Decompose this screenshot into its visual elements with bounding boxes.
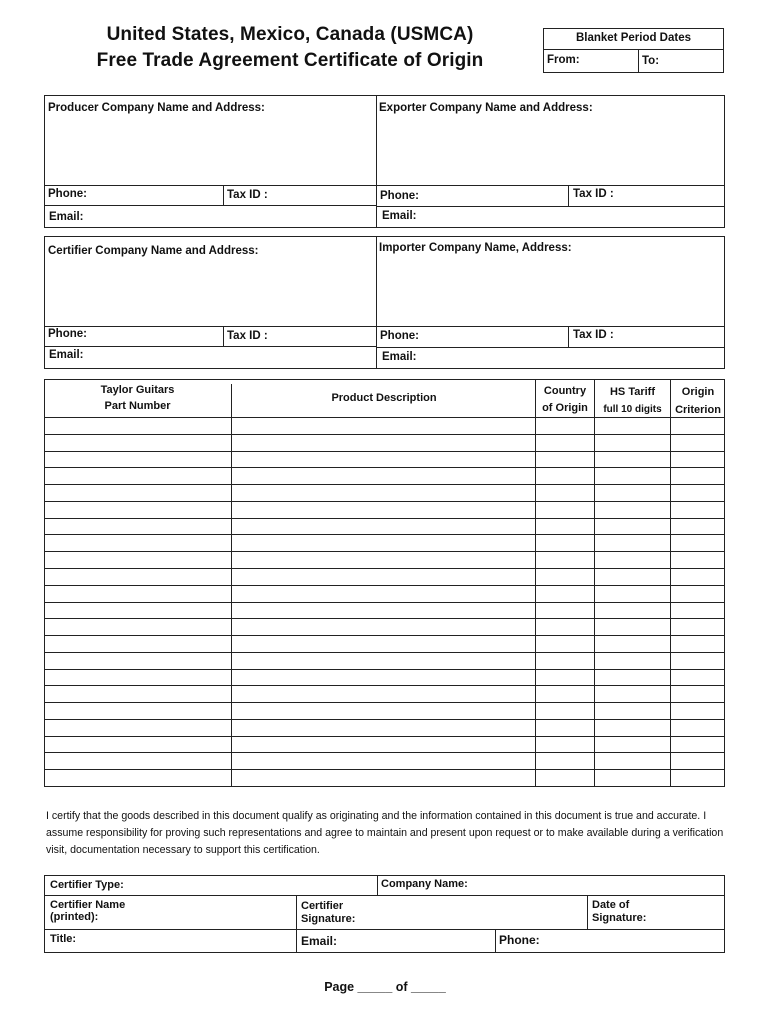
origin-criterion-cell[interactable] xyxy=(671,569,724,585)
origin-criterion-cell[interactable] xyxy=(671,686,724,702)
certifier-signature-field[interactable] xyxy=(297,896,586,929)
signature-phone-field[interactable] xyxy=(496,930,724,952)
country-cell[interactable] xyxy=(536,452,594,468)
signature-date-line2: Signature: xyxy=(592,912,647,924)
hs-tariff-cell[interactable] xyxy=(595,670,670,686)
importer-taxid-label: Tax ID : xyxy=(573,329,614,341)
importer-phone-label: Phone: xyxy=(380,330,419,342)
origin-criterion-cell[interactable] xyxy=(671,452,724,468)
description-cell[interactable] xyxy=(232,452,535,468)
page-number-footer: Page _____ of _____ xyxy=(324,980,446,994)
description-cell[interactable] xyxy=(232,418,535,434)
certification-statement: I certify that the goods described in this document qualify as originating and the information contained in this document is true and accurate. I assume responsibility for proving such representations and agree to maintain and present upon request or to make available during a verification visit, documentation necessary to support this certification. xyxy=(46,810,724,856)
part-number-cell[interactable] xyxy=(45,686,231,702)
certifier-signature-line1: Certifier xyxy=(301,900,344,912)
hs-tariff-cell[interactable] xyxy=(595,535,670,551)
producer-email-label: Email: xyxy=(49,211,84,223)
exporter-email-label: Email: xyxy=(382,210,417,222)
origin-criterion-cell[interactable] xyxy=(671,720,724,736)
blanket-period-header: Blanket Period Dates xyxy=(575,32,692,44)
hs-tariff-cell[interactable] xyxy=(595,636,670,652)
part-number-cell[interactable] xyxy=(45,737,231,753)
part-number-cell[interactable] xyxy=(45,452,231,468)
certifier-taxid-label: Tax ID : xyxy=(227,330,268,342)
importer-title: Importer Company Name, Address: xyxy=(379,242,572,254)
col-header-country xyxy=(536,383,594,417)
description-cell[interactable] xyxy=(232,636,535,652)
certifier-name-line1: Certifier Name xyxy=(50,899,126,911)
description-cell[interactable] xyxy=(232,737,535,753)
col-header-country-line1: Country xyxy=(543,385,587,397)
description-cell[interactable] xyxy=(232,485,535,501)
blanket-from-field[interactable] xyxy=(544,50,637,72)
country-cell[interactable] xyxy=(536,435,594,451)
country-cell[interactable] xyxy=(536,703,594,719)
exporter-title: Exporter Company Name and Address: xyxy=(379,102,593,114)
description-cell[interactable] xyxy=(232,770,535,786)
description-cell[interactable] xyxy=(232,686,535,702)
origin-criterion-cell[interactable] xyxy=(671,485,724,501)
country-cell[interactable] xyxy=(536,636,594,652)
form-title-line2: Free Trade Agreement Certificate of Origin xyxy=(96,50,484,71)
certifier-name-line2: (printed): xyxy=(50,911,99,923)
part-number-cell[interactable] xyxy=(45,468,231,484)
importer-address-field[interactable] xyxy=(377,237,725,325)
producer-exporter-block xyxy=(44,95,725,228)
product-table xyxy=(44,379,725,787)
description-cell[interactable] xyxy=(232,435,535,451)
origin-criterion-cell[interactable] xyxy=(671,552,724,568)
country-cell[interactable] xyxy=(536,468,594,484)
origin-criterion-cell[interactable] xyxy=(671,753,724,769)
certifier-email-field[interactable] xyxy=(45,347,375,368)
country-cell[interactable] xyxy=(536,502,594,518)
country-cell[interactable] xyxy=(536,686,594,702)
part-number-cell[interactable] xyxy=(45,418,231,434)
country-cell[interactable] xyxy=(536,519,594,535)
hs-tariff-cell[interactable] xyxy=(595,586,670,602)
origin-criterion-cell[interactable] xyxy=(671,586,724,602)
origin-criterion-cell[interactable] xyxy=(671,737,724,753)
country-cell[interactable] xyxy=(536,670,594,686)
origin-criterion-cell[interactable] xyxy=(671,502,724,518)
part-number-cell[interactable] xyxy=(45,552,231,568)
part-number-cell[interactable] xyxy=(45,703,231,719)
description-cell[interactable] xyxy=(232,468,535,484)
form-title-line1: United States, Mexico, Canada (USMCA) xyxy=(106,24,474,45)
part-number-cell[interactable] xyxy=(45,502,231,518)
origin-criterion-cell[interactable] xyxy=(671,468,724,484)
col-header-description xyxy=(232,390,536,406)
part-number-cell[interactable] xyxy=(45,653,231,669)
description-cell[interactable] xyxy=(232,569,535,585)
exporter-address-field[interactable] xyxy=(377,96,725,184)
hs-tariff-cell[interactable] xyxy=(595,552,670,568)
description-cell[interactable] xyxy=(232,502,535,518)
certifier-signature-label xyxy=(301,900,355,926)
certifier-phone-field[interactable] xyxy=(45,327,222,346)
exporter-phone-field[interactable] xyxy=(377,186,567,206)
title-field[interactable] xyxy=(45,930,295,952)
signature-date-field[interactable] xyxy=(588,896,724,929)
col-header-hs-line1: HS Tariff xyxy=(609,386,656,398)
producer-title: Producer Company Name and Address: xyxy=(48,102,265,114)
hs-tariff-cell[interactable] xyxy=(595,452,670,468)
company-name-label: Company Name: xyxy=(381,878,468,890)
certifier-type-label: Certifier Type: xyxy=(50,879,124,891)
origin-criterion-cell[interactable] xyxy=(671,603,724,619)
hs-tariff-cell[interactable] xyxy=(595,603,670,619)
signature-email-label: Email: xyxy=(301,934,338,948)
producer-phone-label: Phone: xyxy=(48,188,87,200)
description-cell[interactable] xyxy=(232,753,535,769)
col-header-part-line2: Part Number xyxy=(104,400,171,412)
certifier-type-field[interactable] xyxy=(45,876,376,895)
hs-tariff-cell[interactable] xyxy=(595,770,670,786)
blanket-period-box xyxy=(543,28,724,73)
col-header-origin-line2: Criterion xyxy=(675,404,721,416)
origin-criterion-cell[interactable] xyxy=(671,619,724,635)
hs-tariff-cell[interactable] xyxy=(595,519,670,535)
col-header-desc-label: Product Description xyxy=(331,392,437,404)
country-cell[interactable] xyxy=(536,535,594,551)
certifier-name-field[interactable] xyxy=(45,896,295,929)
form-title xyxy=(70,22,510,74)
origin-criterion-cell[interactable] xyxy=(671,703,724,719)
hs-tariff-cell[interactable] xyxy=(595,468,670,484)
importer-email-field[interactable] xyxy=(377,348,725,368)
signature-date-label xyxy=(592,899,646,925)
country-cell[interactable] xyxy=(536,653,594,669)
country-cell[interactable] xyxy=(536,770,594,786)
certifier-importer-block xyxy=(44,236,725,369)
signature-email-field[interactable] xyxy=(297,930,494,952)
exporter-taxid-label: Tax ID : xyxy=(573,188,614,200)
description-cell[interactable] xyxy=(232,535,535,551)
origin-criterion-cell[interactable] xyxy=(671,670,724,686)
importer-email-label: Email: xyxy=(382,351,417,363)
col-header-part-number xyxy=(45,382,230,414)
part-number-cell[interactable] xyxy=(45,770,231,786)
description-cell[interactable] xyxy=(232,586,535,602)
hs-tariff-cell[interactable] xyxy=(595,703,670,719)
country-cell[interactable] xyxy=(536,485,594,501)
col-header-country-line2: of Origin xyxy=(542,402,588,414)
part-number-cell[interactable] xyxy=(45,485,231,501)
hs-tariff-cell[interactable] xyxy=(595,569,670,585)
description-cell[interactable] xyxy=(232,519,535,535)
certifier-phone-label: Phone: xyxy=(48,328,87,340)
producer-phone-field[interactable] xyxy=(45,186,222,205)
part-number-cell[interactable] xyxy=(45,586,231,602)
blanket-from-label: From: xyxy=(547,54,580,66)
part-number-cell[interactable] xyxy=(45,519,231,535)
origin-criterion-cell[interactable] xyxy=(671,770,724,786)
description-cell[interactable] xyxy=(232,720,535,736)
description-cell[interactable] xyxy=(232,619,535,635)
country-cell[interactable] xyxy=(536,569,594,585)
country-cell[interactable] xyxy=(536,753,594,769)
blanket-to-field[interactable] xyxy=(639,50,723,72)
exporter-phone-label: Phone: xyxy=(380,190,419,202)
signature-date-line1: Date of xyxy=(592,899,630,911)
country-cell[interactable] xyxy=(536,619,594,635)
part-number-cell[interactable] xyxy=(45,619,231,635)
part-number-cell[interactable] xyxy=(45,603,231,619)
col-header-hs-tariff xyxy=(595,383,670,419)
certifier-name-label xyxy=(50,899,125,923)
producer-taxid-field[interactable] xyxy=(224,186,376,205)
country-cell[interactable] xyxy=(536,552,594,568)
description-cell[interactable] xyxy=(232,603,535,619)
hs-tariff-cell[interactable] xyxy=(595,653,670,669)
hs-tariff-cell[interactable] xyxy=(595,619,670,635)
hs-tariff-cell[interactable] xyxy=(595,485,670,501)
certifier-address-field[interactable] xyxy=(45,237,375,325)
description-cell[interactable] xyxy=(232,653,535,669)
part-number-cell[interactable] xyxy=(45,435,231,451)
origin-criterion-cell[interactable] xyxy=(671,636,724,652)
description-cell[interactable] xyxy=(232,703,535,719)
hs-tariff-cell[interactable] xyxy=(595,435,670,451)
col-header-origin-criterion xyxy=(671,383,725,419)
hs-tariff-cell[interactable] xyxy=(595,502,670,518)
country-cell[interactable] xyxy=(536,737,594,753)
origin-criterion-cell[interactable] xyxy=(671,435,724,451)
description-cell[interactable] xyxy=(232,552,535,568)
description-cell[interactable] xyxy=(232,670,535,686)
origin-criterion-cell[interactable] xyxy=(671,418,724,434)
hs-tariff-cell[interactable] xyxy=(595,686,670,702)
col-header-origin-line1: Origin xyxy=(681,386,715,398)
hs-tariff-cell[interactable] xyxy=(595,720,670,736)
origin-criterion-cell[interactable] xyxy=(671,535,724,551)
producer-email-field[interactable] xyxy=(45,206,375,227)
country-cell[interactable] xyxy=(536,603,594,619)
part-number-cell[interactable] xyxy=(45,636,231,652)
certifier-taxid-field[interactable] xyxy=(224,327,376,346)
col-header-hs-line2: full 10 digits xyxy=(603,404,662,415)
hs-tariff-cell[interactable] xyxy=(595,753,670,769)
part-number-cell[interactable] xyxy=(45,535,231,551)
country-cell[interactable] xyxy=(536,720,594,736)
hs-tariff-cell[interactable] xyxy=(595,737,670,753)
title-label: Title: xyxy=(50,933,77,945)
signature-phone-label: Phone: xyxy=(499,933,540,947)
part-number-cell[interactable] xyxy=(45,569,231,585)
certifier-email-label: Email: xyxy=(49,349,84,361)
origin-criterion-cell[interactable] xyxy=(671,519,724,535)
exporter-email-field[interactable] xyxy=(377,207,725,227)
signature-block xyxy=(44,875,725,953)
col-header-part-line1: Taylor Guitars xyxy=(100,384,175,396)
producer-taxid-label: Tax ID : xyxy=(227,189,268,201)
producer-address-field[interactable] xyxy=(45,96,375,184)
company-name-field[interactable] xyxy=(378,876,724,895)
country-cell[interactable] xyxy=(536,418,594,434)
exporter-taxid-field[interactable] xyxy=(569,186,725,206)
country-cell[interactable] xyxy=(536,586,594,602)
hs-tariff-cell[interactable] xyxy=(595,418,670,434)
importer-taxid-field[interactable] xyxy=(569,327,725,347)
part-number-cell[interactable] xyxy=(45,753,231,769)
importer-phone-field[interactable] xyxy=(377,327,567,347)
part-number-cell[interactable] xyxy=(45,670,231,686)
part-number-cell[interactable] xyxy=(45,720,231,736)
blanket-to-label: To: xyxy=(642,55,660,67)
certifier-signature-line2: Signature: xyxy=(301,913,356,925)
certifier-title: Certifier Company Name and Address: xyxy=(48,245,259,257)
origin-criterion-cell[interactable] xyxy=(671,653,724,669)
